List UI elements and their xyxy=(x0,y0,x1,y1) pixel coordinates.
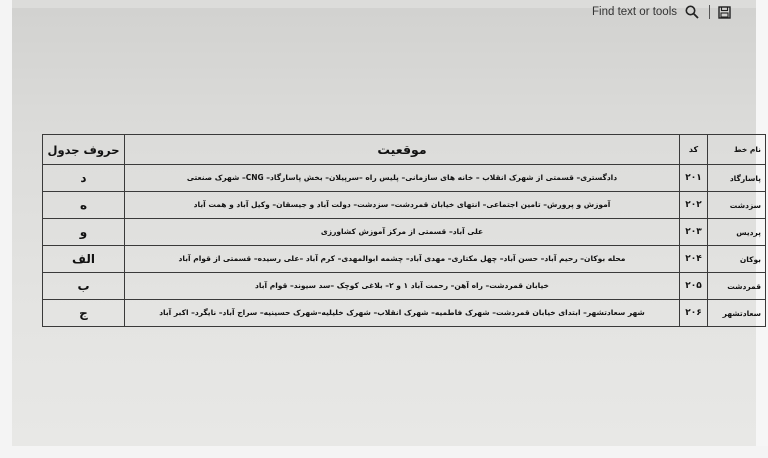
row-location: خیابان قمردشت– راه آهن– رحمت آباد ۱ و ۲– بلاغی کوچک –سد سیوند– قوام آباد xyxy=(125,273,680,300)
row-line-name: بوکان xyxy=(708,246,766,273)
table-row xyxy=(43,300,766,327)
screen-left-edge xyxy=(0,0,12,458)
row-code: ۲۰۶ xyxy=(680,300,708,327)
table-row xyxy=(43,165,766,192)
row-line-name: پردیس xyxy=(708,219,766,246)
search-icon[interactable] xyxy=(685,5,699,19)
row-letter: ب xyxy=(43,273,125,300)
screen-bottom-edge xyxy=(0,446,768,458)
row-code: ۲۰۲ xyxy=(680,192,708,219)
row-letter: ه xyxy=(43,192,125,219)
row-location: آموزش و پرورش– تامین اجتماعی– انتهای خیابان قمردشت– سزدشت– دولت آباد و جیسقان– وکیل آباد و همت آباد xyxy=(125,192,680,219)
row-code: ۲۰۳ xyxy=(680,219,708,246)
row-location: علی آباد– قسمتی از مرکز آموزش کشاورزی xyxy=(125,219,680,246)
row-location: دادگستری– قسمتی از شهرک انقلاب – خانه های سازمانی– پلیس راه –سرپیلان– بخش پاسارگاد– CNG– شهرک صنعتی xyxy=(125,165,680,192)
row-code: ۲۰۱ xyxy=(680,165,708,192)
row-code: ۲۰۵ xyxy=(680,273,708,300)
row-letter: الف xyxy=(43,246,125,273)
find-toolbar xyxy=(592,3,731,21)
table-header-row xyxy=(43,135,766,165)
row-letter: د xyxy=(43,165,125,192)
row-code: ۲۰۴ xyxy=(680,246,708,273)
row-location: محله بوکان– رحیم آباد– حسن آباد– چهل مکتاری– مهدی آباد– چشمه ابوالمهدی– کرم آباد –علی رسیده– قسمتی از قوام آباد xyxy=(125,246,680,273)
toolbar-divider xyxy=(709,5,710,19)
routes-table xyxy=(42,134,766,327)
row-line-name: سعادتشهر xyxy=(708,300,766,327)
row-letter: ج xyxy=(43,300,125,327)
row-letter: و xyxy=(43,219,125,246)
row-line-name: سزدشت xyxy=(708,192,766,219)
table-row xyxy=(43,192,766,219)
table-row xyxy=(43,273,766,300)
row-location: شهر سعادتشهر– ابتدای خیابان قمردشت– شهرک فاطمیه– شهرک انقلاب– شهرک خلیلیه–شهرک حسینیه– سراج آباد– نایگرد– اکبر آباد xyxy=(125,300,680,327)
save-icon[interactable] xyxy=(718,6,731,19)
row-line-name: قمردشت xyxy=(708,273,766,300)
header-location: موقعیت xyxy=(125,135,680,165)
table-row xyxy=(43,219,766,246)
find-text-or-tools-button[interactable]: Find text or tools xyxy=(592,6,678,18)
header-line-name: نام خط xyxy=(708,135,766,165)
table-row xyxy=(43,246,766,273)
row-line-name: پاسارگاد xyxy=(708,165,766,192)
header-code: کد xyxy=(680,135,708,165)
header-table-letters: حروف جدول xyxy=(43,135,125,165)
